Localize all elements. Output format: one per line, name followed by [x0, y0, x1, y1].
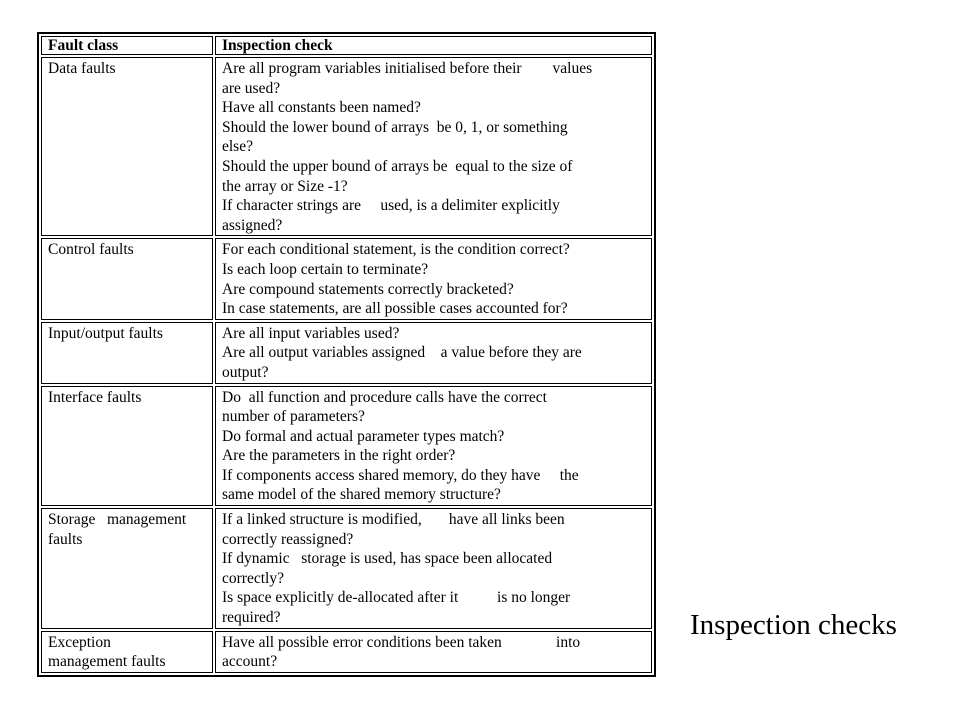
inspection-check-line: In case statements, are all possible cases accounted for?: [222, 300, 568, 318]
inspection-check-line: Have all constants been named?: [222, 99, 421, 117]
inspection-check-cell: [215, 57, 652, 236]
inspection-check-line: same model of the shared memory structure?: [222, 486, 501, 504]
table-row: [41, 322, 652, 384]
inspection-check-line: Are all output variables assigned a value before they are: [222, 344, 582, 362]
fault-class-cell: [41, 322, 213, 384]
table-header-row: [41, 36, 652, 55]
inspection-check-line: Is space explicitly de-allocated after it is no longer: [222, 589, 571, 607]
table-row: [41, 238, 652, 319]
fault-class-line: Exception: [48, 633, 111, 651]
header-fault-class: Fault class: [41, 36, 213, 55]
inspection-check-line: Are all program variables initialised before their values: [222, 60, 593, 77]
fault-class-cell: [41, 386, 213, 507]
inspection-check-cell: [215, 508, 652, 629]
inspection-check-line: assigned?: [222, 216, 283, 234]
inspection-check-line: If components access shared memory, do they have the: [222, 466, 579, 484]
inspection-check-line: required?: [222, 609, 281, 627]
inspection-check-line: If character strings are used, is a delimiter explicitly: [222, 197, 560, 215]
inspection-check-line: If a linked structure is modified, have all links been: [222, 511, 565, 529]
inspection-check-line: are used?: [222, 79, 281, 97]
fault-class-line: Data faults: [48, 60, 116, 77]
fault-class-cell: [41, 631, 213, 673]
inspection-check-line: Are the parameters in the right order?: [222, 447, 456, 465]
inspection-checks-table: [37, 32, 656, 677]
inspection-checks-table-wrap: [37, 32, 656, 677]
inspection-check-cell: [215, 322, 652, 384]
inspection-check-line: the array or Size -1?: [222, 177, 348, 195]
inspection-check-line: output?: [222, 363, 269, 381]
inspection-check-cell: [215, 238, 652, 319]
fault-class-line: Storage management: [48, 511, 187, 529]
table-row: [41, 631, 652, 673]
inspection-check-line: Do formal and actual parameter types match?: [222, 427, 505, 445]
inspection-check-line: else?: [222, 138, 253, 156]
fault-class-line: Control faults: [48, 241, 134, 259]
inspection-check-line: account?: [222, 653, 278, 671]
fault-class-line: management faults: [48, 653, 166, 671]
table-row: [41, 386, 652, 507]
inspection-check-line: Is each loop certain to terminate?: [222, 260, 429, 278]
table-row: [41, 57, 652, 236]
fault-class-cell: [41, 57, 213, 236]
fault-class-line: faults: [48, 530, 83, 548]
inspection-check-line: If dynamic storage is used, has space been allocated: [222, 550, 553, 568]
inspection-check-line: Are compound statements correctly bracketed?: [222, 280, 514, 298]
inspection-check-line: number of parameters?: [222, 408, 365, 426]
inspection-check-cell: [215, 631, 652, 673]
header-inspection-check: Inspection check: [215, 36, 652, 55]
inspection-check-line: Have all possible error conditions been taken into: [222, 633, 581, 651]
slide-caption: Inspection checks: [690, 609, 897, 641]
fault-class-cell: [41, 238, 213, 319]
inspection-check-line: Should the upper bound of arrays be equal to the size of: [222, 157, 573, 175]
table-body: [41, 57, 652, 673]
inspection-check-line: correctly?: [222, 569, 284, 587]
fault-class-cell: [41, 508, 213, 629]
inspection-check-line: For each conditional statement, is the condition correct?: [222, 241, 570, 259]
fault-class-line: Input/output faults: [48, 324, 163, 342]
inspection-check-line: correctly reassigned?: [222, 530, 354, 548]
inspection-check-line: Do all function and procedure calls have the correct: [222, 388, 547, 406]
fault-class-line: Interface faults: [48, 388, 142, 406]
inspection-check-line: Are all input variables used?: [222, 324, 400, 342]
inspection-check-cell: [215, 386, 652, 507]
table-row: [41, 508, 652, 629]
inspection-check-line: Should the lower bound of arrays be 0, 1, or something: [222, 118, 568, 136]
